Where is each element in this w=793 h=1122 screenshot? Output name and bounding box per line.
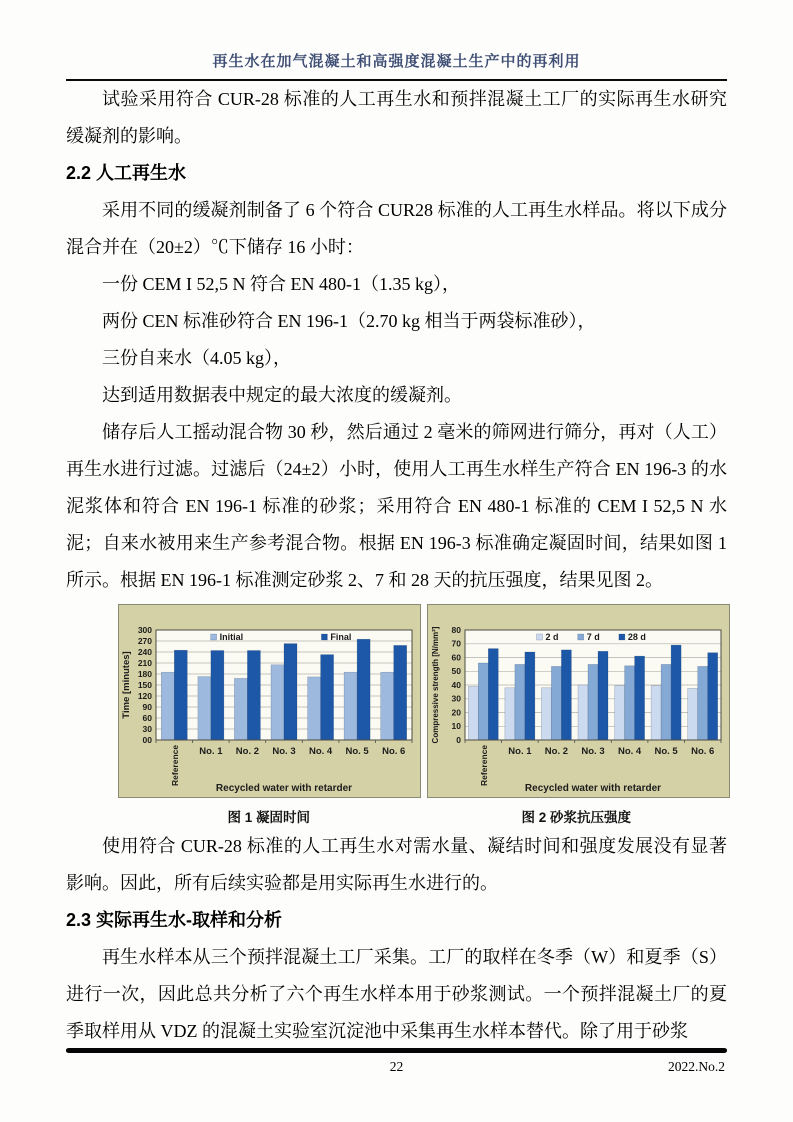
svg-text:270: 270 [137, 635, 152, 646]
svg-text:2 d: 2 d [545, 632, 559, 642]
figure1-caption: 图 1 凝固时间 [227, 810, 310, 825]
svg-text:Reference: Reference [169, 744, 180, 786]
paragraph-conclusion: 使用符合 CUR-28 标准的人工再生水对需水量、凝结时间和强度发展没有显著影响。因此，所有后续实验都是用实际再生水进行的。 [66, 836, 727, 893]
svg-text:No. 1: No. 1 [199, 746, 223, 757]
svg-text:180: 180 [137, 668, 152, 679]
svg-text:No. 2: No. 2 [544, 746, 569, 757]
figures-row [118, 604, 727, 798]
page-number: 22 [389, 1059, 404, 1074]
svg-text:300: 300 [137, 624, 152, 635]
svg-text:No. 6: No. 6 [691, 746, 715, 757]
svg-text:120: 120 [137, 690, 152, 701]
svg-text:20: 20 [451, 707, 461, 718]
running-title: 再生水在加气混凝土和高强度混凝土生产中的再利用 [212, 54, 581, 70]
svg-text:0: 0 [456, 734, 461, 745]
page-header [66, 50, 727, 81]
svg-text:240: 240 [137, 646, 152, 657]
figure2-compressive-strength-chart [427, 604, 730, 798]
svg-text:10: 10 [451, 721, 461, 731]
svg-text:28 d: 28 d [627, 632, 646, 642]
svg-text:Final: Final [330, 632, 352, 642]
svg-text:30: 30 [142, 723, 152, 734]
svg-text:Compressive strength [N/mm²]: Compressive strength [N/mm²] [431, 626, 440, 744]
paragraph-intro: 试验采用符合 CUR-28 标准的人工再生水和预拌混凝土工厂的实际再生水研究缓凝剂的影响。 [66, 89, 727, 146]
svg-text:150: 150 [137, 679, 152, 690]
svg-text:No. 5: No. 5 [345, 746, 369, 757]
figure2-caption: 图 2 砂浆抗压强度 [521, 810, 631, 825]
paragraph-procedure: 储存后人工摇动混合物 30 秒，然后通过 2 毫米的筛网进行筛分，再对（人工）再生水进行过滤。过滤后（24±2）小时，使用人工再生水样生产符合 EN 196-3 的水泥浆体和符合 EN 196-1 标准的砂浆；采用符合 EN 480-1 标准的 CEM I 52,5 N 水泥；自来水被用来生产参考混合物。根据 EN 196-3 标准确定凝固时间，结果如图 1 所示。根据 EN 196-1 标准测定砂浆 2、7 和 28 天的抗压强度，结果见图 2。 [66, 422, 727, 590]
svg-text:70: 70 [451, 638, 461, 649]
svg-text:No. 1: No. 1 [508, 746, 532, 757]
svg-text:No. 5: No. 5 [654, 746, 678, 757]
section-heading-2-3: 2.3 实际再生水-取样和分析 [66, 910, 283, 930]
svg-text:No. 6: No. 6 [382, 746, 406, 757]
paragraph-prepare: 采用不同的缓凝剂制备了 6 个符合 CUR28 标准的人工再生水样品。将以下成分混合并在（20±2）℃下储存 16 小时： [66, 200, 727, 257]
paragraph-sampling: 再生水样本从三个预拌混凝土工厂采集。工厂的取样在冬季（W）和夏季（S）进行一次，因此总共分析了六个再生水样本用于砂浆测试。一个预拌混凝土厂的夏季取样用从 VDZ 的混凝土实验室沉淀池中采集再生水样本替代。除了用于砂浆 [66, 947, 727, 1041]
svg-text:No. 4: No. 4 [308, 746, 333, 757]
page-body [66, 81, 727, 1050]
svg-text:30: 30 [451, 693, 461, 704]
svg-text:7 d: 7 d [586, 632, 600, 642]
svg-text:No. 2: No. 2 [235, 746, 260, 757]
svg-text:Time [minutes]: Time [minutes] [121, 651, 132, 719]
issue-label: 2022.No.2 [668, 1059, 725, 1074]
svg-text:210: 210 [137, 657, 152, 668]
svg-text:40: 40 [451, 679, 461, 690]
mix-item-water: 三份自来水（4.05 kg）， [102, 348, 291, 368]
page-footer [66, 1048, 727, 1083]
figure1-setting-time-chart [118, 604, 421, 798]
mix-item-cement: 一份 CEM I 52,5 N 符合 EN 480-1（1.35 kg）， [102, 274, 460, 294]
svg-text:60: 60 [142, 712, 152, 723]
captions-row [118, 806, 727, 826]
section-heading-2-2: 2.2 人工再生水 [66, 163, 187, 183]
footer-rule [66, 1048, 727, 1053]
mix-item-sand: 两份 CEN 标准砂符合 EN 196-1（2.70 kg 相当于两袋标准砂）， [102, 311, 596, 331]
svg-text:Initial: Initial [219, 632, 244, 642]
svg-text:Recycled water with retarder: Recycled water with retarder [524, 783, 662, 794]
svg-text:60: 60 [451, 652, 461, 663]
svg-text:Reference: Reference [478, 744, 489, 786]
footer-row [66, 1059, 727, 1083]
svg-text:90: 90 [142, 701, 152, 712]
svg-text:50: 50 [451, 666, 461, 676]
mix-item-retarder: 达到适用数据表中规定的最大浓度的缓凝剂。 [102, 385, 462, 405]
svg-text:No. 3: No. 3 [272, 746, 296, 757]
svg-text:No. 4: No. 4 [617, 746, 642, 757]
svg-text:80: 80 [451, 624, 461, 635]
svg-text:No. 3: No. 3 [581, 746, 605, 757]
svg-text:Recycled water with retarder: Recycled water with retarder [215, 783, 353, 794]
svg-text:00: 00 [142, 734, 152, 745]
